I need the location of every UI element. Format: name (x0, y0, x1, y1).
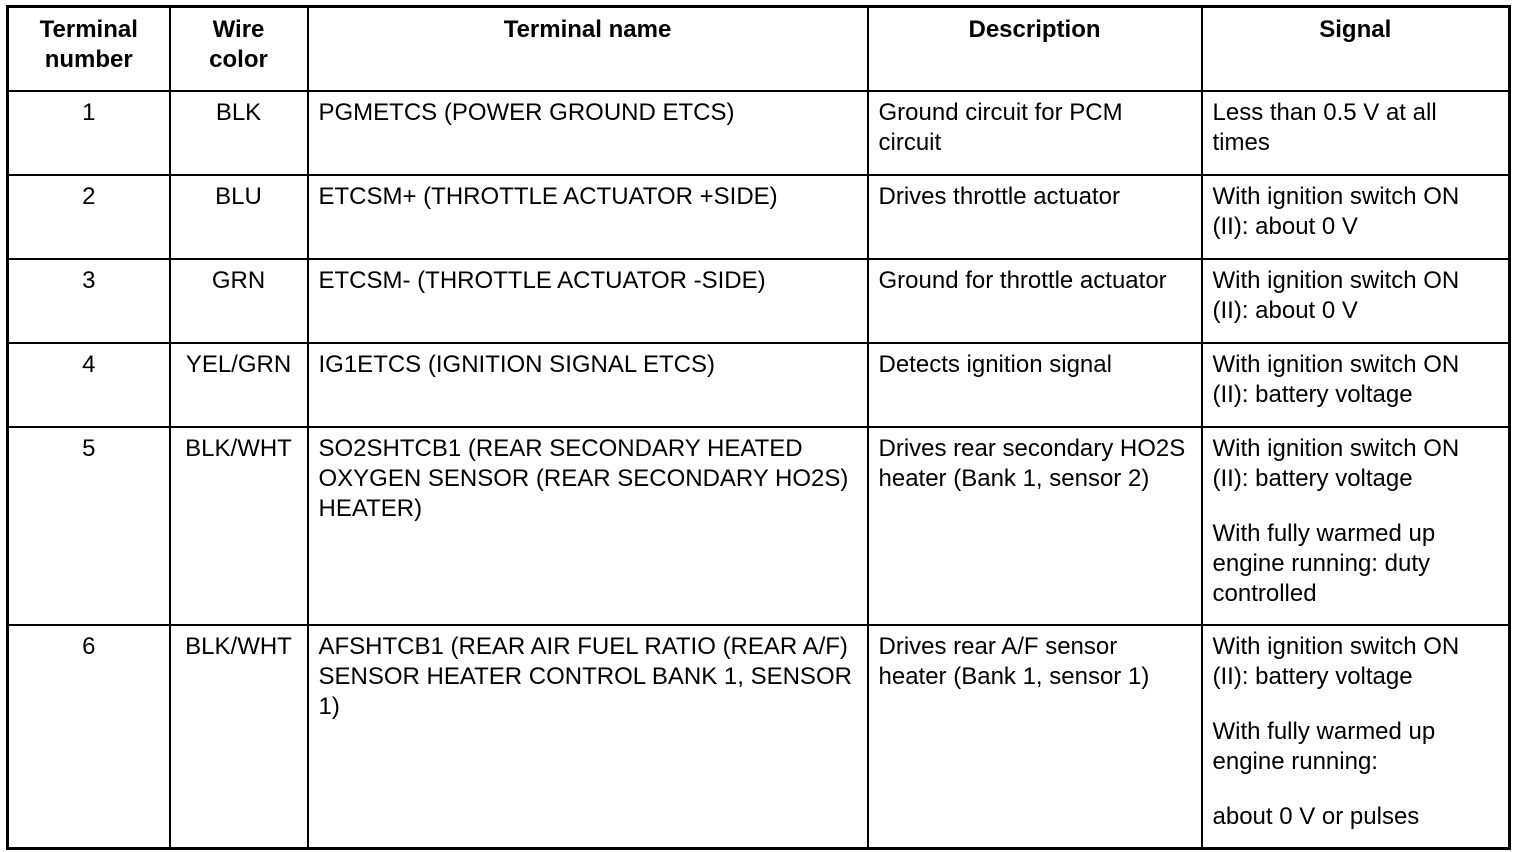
description-cell: Detects ignition signal (868, 343, 1202, 427)
signal-text: With ignition switch ON (II): battery voltage (1212, 434, 1460, 492)
wire-color-cell: BLK (170, 91, 308, 175)
signal-cell (1202, 625, 1510, 849)
table-row (8, 343, 1510, 427)
description-cell: Drives throttle actuator (868, 175, 1202, 259)
signal-cell (1202, 175, 1510, 259)
terminal-name-cell: SO2SHTCB1 (REAR SECONDARY HEATED OXYGEN SENSOR (REAR SECONDARY HO2S) HEATER) (308, 427, 868, 625)
header-row (8, 7, 1510, 91)
terminal-name-cell: PGMETCS (POWER GROUND ETCS) (308, 91, 868, 175)
signal-cell (1202, 91, 1510, 175)
description-cell: Drives rear secondary HO2S heater (Bank 1, sensor 2) (868, 427, 1202, 625)
wire-color-cell: BLK/WHT (170, 427, 308, 625)
terminal-name-cell: ETCSM+ (THROTTLE ACTUATOR +SIDE) (308, 175, 868, 259)
wire-color-cell: BLK/WHT (170, 625, 308, 849)
signal-text: With fully warmed up engine running: (1212, 717, 1436, 775)
signal-text: With ignition switch ON (II): about 0 V (1212, 266, 1460, 324)
header-terminal-name: Terminal name (308, 7, 868, 91)
terminal-number-cell: 6 (8, 625, 170, 849)
terminal-name-cell: ETCSM- (THROTTLE ACTUATOR -SIDE) (308, 259, 868, 343)
terminal-number-cell: 3 (8, 259, 170, 343)
signal-text: With ignition switch ON (II): battery voltage (1212, 632, 1460, 690)
signal-cell (1202, 427, 1510, 625)
table-row (8, 175, 1510, 259)
signal-text: Less than 0.5 V at all times (1212, 98, 1437, 156)
signal-text: With ignition switch ON (II): about 0 V (1212, 182, 1460, 240)
signal-text: about 0 V or pulses (1212, 802, 1420, 830)
header-terminal-number: Terminal number (8, 7, 170, 91)
terminal-name-cell: AFSHTCB1 (REAR AIR FUEL RATIO (REAR A/F) SENSOR HEATER CONTROL BANK 1, SENSOR 1) (308, 625, 868, 849)
table-row (8, 427, 1510, 625)
description-cell: Drives rear A/F sensor heater (Bank 1, sensor 1) (868, 625, 1202, 849)
description-cell: Ground circuit for PCM circuit (868, 91, 1202, 175)
description-cell: Ground for throttle actuator (868, 259, 1202, 343)
table-row (8, 91, 1510, 175)
wire-color-cell: BLU (170, 175, 308, 259)
header-wire-color: Wire color (170, 7, 308, 91)
table-row (8, 625, 1510, 849)
signal-text: With fully warmed up engine running: duty controlled (1212, 519, 1436, 607)
header-description: Description (868, 7, 1202, 91)
table-row (8, 259, 1510, 343)
terminal-number-cell: 5 (8, 427, 170, 625)
terminal-name-cell: IG1ETCS (IGNITION SIGNAL ETCS) (308, 343, 868, 427)
header-signal: Signal (1202, 7, 1510, 91)
wire-color-cell: GRN (170, 259, 308, 343)
terminal-table (6, 5, 1511, 850)
signal-cell (1202, 343, 1510, 427)
terminal-number-cell: 1 (8, 91, 170, 175)
terminal-number-cell: 2 (8, 175, 170, 259)
wire-color-cell: YEL/GRN (170, 343, 308, 427)
terminal-number-cell: 4 (8, 343, 170, 427)
signal-text: With ignition switch ON (II): battery voltage (1212, 350, 1460, 408)
signal-cell (1202, 259, 1510, 343)
